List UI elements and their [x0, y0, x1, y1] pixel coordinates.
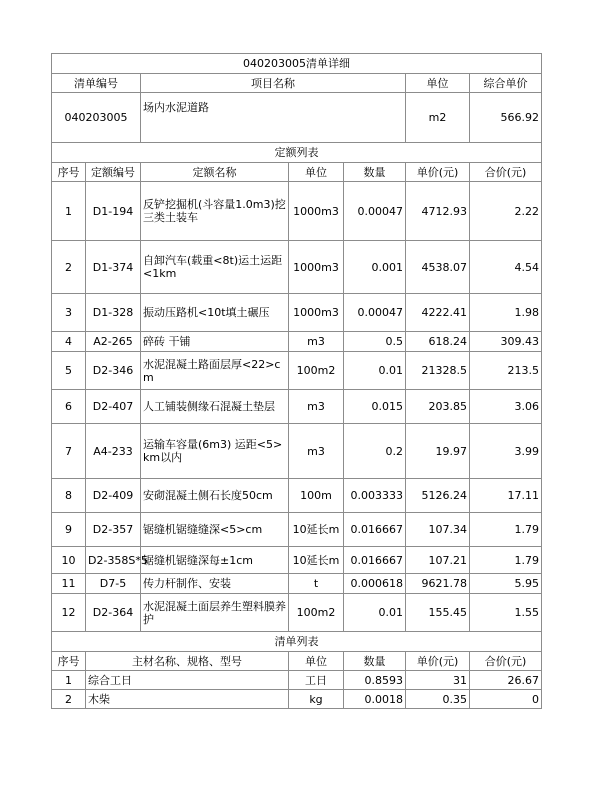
material-total: 26.67: [470, 671, 542, 690]
material-qty: 0.0018: [344, 690, 406, 709]
material-unit: kg: [289, 690, 344, 709]
quota-qty: 0.015: [344, 390, 406, 424]
quota-total: 4.54: [470, 241, 542, 294]
quota-code: A4-233: [86, 424, 141, 479]
quota-qty: 0.00047: [344, 294, 406, 332]
quota-price: 4538.07: [406, 241, 470, 294]
material-section-row: [52, 632, 542, 652]
quota-total: 1.79: [470, 513, 542, 547]
quota-unit: 100m: [289, 479, 344, 513]
quota-code: D1-328: [86, 294, 141, 332]
material-no: 1: [52, 671, 86, 690]
item-code: 040203005: [52, 93, 141, 143]
quota-no: 12: [52, 594, 86, 632]
quota-row: [52, 547, 542, 574]
material-qty: 0.8593: [344, 671, 406, 690]
quota-name: 运输车容量(6m3) 运距<5>km以内: [141, 424, 289, 479]
quota-no: 10: [52, 547, 86, 574]
quota-unit: m3: [289, 424, 344, 479]
quota-qty: 0.5: [344, 332, 406, 352]
quota-col-total: 合价(元): [470, 163, 542, 182]
material-col-name: 主材名称、规格、型号: [86, 652, 289, 671]
quota-total: 3.99: [470, 424, 542, 479]
header-name: 项目名称: [141, 74, 406, 93]
quota-no: 1: [52, 182, 86, 241]
quota-no: 11: [52, 574, 86, 594]
quota-row: [52, 241, 542, 294]
quota-code: D2-357: [86, 513, 141, 547]
material-col-price: 单价(元): [406, 652, 470, 671]
quota-code: D2-409: [86, 479, 141, 513]
quota-qty: 0.00047: [344, 182, 406, 241]
quota-unit: m3: [289, 390, 344, 424]
quota-unit: t: [289, 574, 344, 594]
quota-col-name: 定额名称: [141, 163, 289, 182]
quota-no: 3: [52, 294, 86, 332]
material-total: 0: [470, 690, 542, 709]
quota-code: D7-5: [86, 574, 141, 594]
quota-qty: 0.016667: [344, 513, 406, 547]
header-row: [52, 74, 542, 93]
quota-price: 19.97: [406, 424, 470, 479]
quota-qty: 0.016667: [344, 547, 406, 574]
quota-name: 水泥混凝土路面层厚<22>cm: [141, 352, 289, 390]
quota-total: 1.55: [470, 594, 542, 632]
quota-qty: 0.2: [344, 424, 406, 479]
quota-code: D2-358S*5: [86, 547, 141, 574]
quota-qty: 0.003333: [344, 479, 406, 513]
material-col-total: 合价(元): [470, 652, 542, 671]
quota-no: 2: [52, 241, 86, 294]
quota-name: 水泥混凝土面层养生塑料膜养护: [141, 594, 289, 632]
material-price: 0.35: [406, 690, 470, 709]
table-body: [52, 54, 542, 709]
quota-col-no: 序号: [52, 163, 86, 182]
material-header-row: [52, 652, 542, 671]
quota-price: 4222.41: [406, 294, 470, 332]
quota-no: 7: [52, 424, 86, 479]
material-name: 木柴: [86, 690, 289, 709]
quota-unit: m3: [289, 332, 344, 352]
quota-name: 自卸汽车(载重<8t)运土运距<1km: [141, 241, 289, 294]
quota-total: 213.5: [470, 352, 542, 390]
quota-total: 1.79: [470, 547, 542, 574]
quota-no: 5: [52, 352, 86, 390]
quota-row: [52, 424, 542, 479]
quota-price: 107.21: [406, 547, 470, 574]
quota-total: 1.98: [470, 294, 542, 332]
quota-qty: 0.01: [344, 352, 406, 390]
quota-row: [52, 594, 542, 632]
quota-price: 21328.5: [406, 352, 470, 390]
quota-unit: 10延长m: [289, 513, 344, 547]
quota-qty: 0.000618: [344, 574, 406, 594]
quota-no: 9: [52, 513, 86, 547]
quota-price: 5126.24: [406, 479, 470, 513]
quota-price: 203.85: [406, 390, 470, 424]
quota-code: D2-407: [86, 390, 141, 424]
quota-row: [52, 332, 542, 352]
quota-name: 碎砖 干铺: [141, 332, 289, 352]
quota-code: D2-346: [86, 352, 141, 390]
quota-code: A2-265: [86, 332, 141, 352]
quota-total: 17.11: [470, 479, 542, 513]
quota-section-row: [52, 143, 542, 163]
quota-no: 4: [52, 332, 86, 352]
material-col-unit: 单位: [289, 652, 344, 671]
quota-qty: 0.001: [344, 241, 406, 294]
item-price: 566.92: [470, 93, 542, 143]
quota-row: [52, 479, 542, 513]
quota-name: 锯缝机锯缝深每±1cm: [141, 547, 289, 574]
quota-name: 振动压路机<10t填土碾压: [141, 294, 289, 332]
quota-section-title: 定额列表: [52, 143, 542, 163]
quota-price: 618.24: [406, 332, 470, 352]
quota-price: 107.34: [406, 513, 470, 547]
quota-code: D1-194: [86, 182, 141, 241]
quota-unit: 100m2: [289, 594, 344, 632]
quota-unit: 1000m3: [289, 241, 344, 294]
material-section-title: 清单列表: [52, 632, 542, 652]
quota-col-price: 单价(元): [406, 163, 470, 182]
quota-row: [52, 513, 542, 547]
material-unit: 工日: [289, 671, 344, 690]
material-row: [52, 671, 542, 690]
quota-total: 3.06: [470, 390, 542, 424]
item-name: 场内水泥道路: [141, 93, 406, 143]
quota-row: [52, 182, 542, 241]
material-price: 31: [406, 671, 470, 690]
quota-no: 6: [52, 390, 86, 424]
quota-name: 人工铺装侧缘石混凝土垫层: [141, 390, 289, 424]
quota-row: [52, 294, 542, 332]
material-no: 2: [52, 690, 86, 709]
item-row: [52, 93, 542, 143]
material-row: [52, 690, 542, 709]
title-row: [52, 54, 542, 74]
quota-name: 安砌混凝土侧石长度50cm: [141, 479, 289, 513]
material-col-no: 序号: [52, 652, 86, 671]
quota-col-qty: 数量: [344, 163, 406, 182]
quota-unit: 10延长m: [289, 547, 344, 574]
quota-code: D1-374: [86, 241, 141, 294]
quota-unit: 1000m3: [289, 294, 344, 332]
header-code: 清单编号: [52, 74, 141, 93]
quota-total: 309.43: [470, 332, 542, 352]
quota-row: [52, 574, 542, 594]
quota-name: 传力杆制作、安装: [141, 574, 289, 594]
material-col-qty: 数量: [344, 652, 406, 671]
quota-col-unit: 单位: [289, 163, 344, 182]
quota-name: 锯缝机锯缝缝深<5>cm: [141, 513, 289, 547]
quota-row: [52, 390, 542, 424]
quota-total: 2.22: [470, 182, 542, 241]
quota-qty: 0.01: [344, 594, 406, 632]
quota-price: 4712.93: [406, 182, 470, 241]
item-unit: m2: [406, 93, 470, 143]
quota-col-code: 定额编号: [86, 163, 141, 182]
header-unit: 单位: [406, 74, 470, 93]
material-name: 综合工日: [86, 671, 289, 690]
quota-name: 反铲挖掘机(斗容量1.0m3)挖三类土装车: [141, 182, 289, 241]
quota-unit: 1000m3: [289, 182, 344, 241]
quota-price: 155.45: [406, 594, 470, 632]
quota-code: D2-364: [86, 594, 141, 632]
quota-header-row: [52, 163, 542, 182]
quota-total: 5.95: [470, 574, 542, 594]
quota-no: 8: [52, 479, 86, 513]
quota-unit: 100m2: [289, 352, 344, 390]
table-title: 040203005清单详细: [52, 54, 542, 74]
header-price: 综合单价: [470, 74, 542, 93]
quota-price: 9621.78: [406, 574, 470, 594]
bill-detail-table: [51, 53, 542, 709]
quota-row: [52, 352, 542, 390]
